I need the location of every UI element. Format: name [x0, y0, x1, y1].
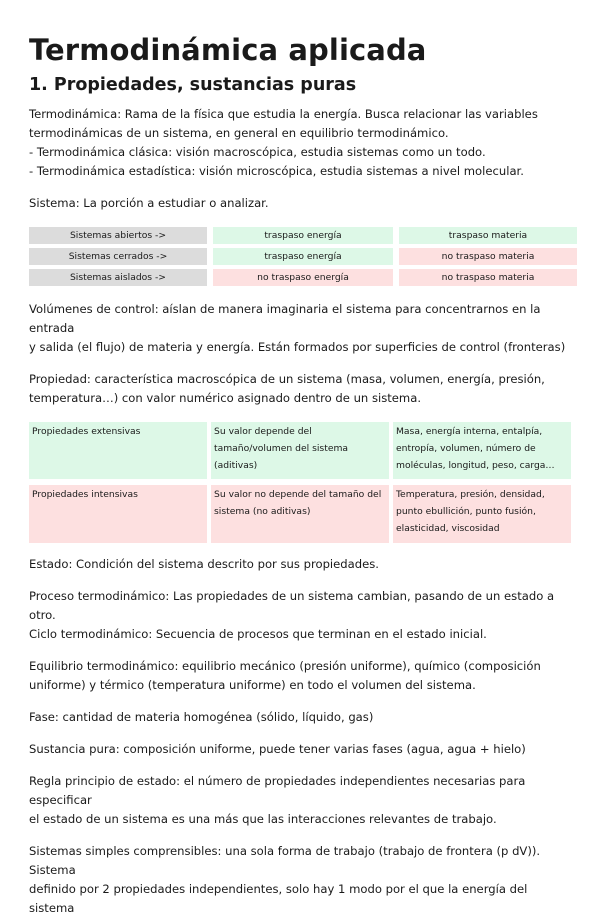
cell-text: (aditivas)	[214, 460, 258, 471]
document-title: Termodinámica aplicada	[29, 33, 427, 67]
table-cell: no traspaso materia	[399, 269, 577, 286]
text-line: Propiedad: característica macroscópica de un sistema (masa, volumen, energía, presión,	[29, 372, 545, 386]
cell-text: Temperatura, presión, densidad,	[396, 489, 545, 500]
cell-text: punto ebullición, punto fusión,	[396, 506, 536, 517]
table-cell: Sistemas abiertos ->	[29, 227, 207, 244]
intro-paragraph	[29, 105, 572, 181]
text-line: Sistemas simples comprensibles: una sola forma de trabajo (trabajo de frontera (p dV)). Sistema	[29, 844, 541, 877]
table-cell: traspaso energía	[213, 248, 393, 265]
text-line: Ciclo termodinámico: Secuencia de procesos que terminan en el estado inicial.	[29, 627, 487, 641]
cell-text: entropía, volumen, número de	[396, 443, 536, 454]
table-cell: Sistemas aislados ->	[29, 269, 207, 286]
intro-line: termodinámicas de un sistema, en general en equilibrio termodinámico.	[29, 126, 449, 140]
text-line: Equilibrio termodinámico: equilibrio mecánico (presión uniforme), químico (composición	[29, 659, 541, 673]
fase-definition: Fase: cantidad de materia homogénea (sólido, líquido, gas)	[29, 710, 374, 724]
properties-table	[29, 422, 572, 543]
systems-table	[29, 227, 572, 286]
text-line: Proceso termodinámico: Las propiedades de un sistema cambian, pasando de un estado a otro.	[29, 589, 555, 622]
cell-text: Propiedades intensivas	[32, 489, 138, 500]
regla-paragraph	[29, 772, 572, 829]
cell-text: sistema (no aditivas)	[214, 506, 311, 517]
section-heading: 1. Propiedades, sustancias puras	[29, 75, 357, 95]
table-cell: no traspaso materia	[399, 248, 577, 265]
proceso-paragraph	[29, 587, 572, 644]
table-cell	[211, 422, 389, 479]
sistema-definition: Sistema: La porción a estudiar o analizar.	[29, 196, 269, 210]
text-line: temperatura…) con valor numérico asignado dentro de un sistema.	[29, 391, 422, 405]
cell-text: Su valor no depende del tamaño del	[214, 489, 382, 500]
cell-text: moléculas, longitud, peso, carga…	[396, 460, 555, 471]
table-cell	[211, 485, 389, 543]
cell-text: Propiedades extensivas	[32, 426, 141, 437]
cell-text: elasticidad, viscosidad	[396, 523, 500, 534]
equilibrio-paragraph	[29, 657, 572, 695]
table-cell: traspaso materia	[399, 227, 577, 244]
estado-definition: Estado: Condición del sistema descrito por sus propiedades.	[29, 557, 379, 571]
text-line: y salida (el flujo) de materia y energía. Están formados por superficies de control (fronteras)	[29, 340, 566, 354]
text-line: Volúmenes de control: aíslan de manera imaginaria el sistema para concentrarnos en la entrada	[29, 302, 541, 335]
table-cell: no traspaso energía	[213, 269, 393, 286]
cell-text: Su valor depende del	[214, 426, 312, 437]
table-cell: Sistemas cerrados ->	[29, 248, 207, 265]
intro-line: - Termodinámica estadística: visión microscópica, estudia sistemas a nivel molecular.	[29, 164, 524, 178]
sustancia-definition: Sustancia pura: composición uniforme, puede tener varias fases (agua, agua + hielo)	[29, 742, 526, 756]
intro-line: - Termodinámica clásica: visión macroscópica, estudia sistemas como un todo.	[29, 145, 486, 159]
cell-text: tamaño/volumen del sistema	[214, 443, 349, 454]
table-cell	[29, 422, 207, 479]
table-cell	[393, 422, 571, 479]
intro-line: Termodinámica: Rama de la física que estudia la energía. Busca relacionar las variables	[29, 107, 538, 121]
text-line: uniforme) y térmico (temperatura uniforme) en todo el volumen del sistema.	[29, 678, 476, 692]
text-line: Regla principio de estado: el número de propiedades independientes necesarias para especificar	[29, 774, 526, 807]
simples-paragraph	[29, 842, 572, 918]
table-cell	[29, 485, 207, 543]
text-line: el estado de un sistema es una más que las interacciones relevantes de trabajo.	[29, 812, 497, 826]
text-line: definido por 2 propiedades independientes, solo hay 1 modo por el que la energía del sistema	[29, 882, 528, 915]
table-cell: traspaso energía	[213, 227, 393, 244]
propiedad-paragraph	[29, 370, 572, 408]
cell-text: Masa, energía interna, entalpía,	[396, 426, 543, 437]
volumenes-paragraph	[29, 300, 572, 357]
table-cell	[393, 485, 571, 543]
